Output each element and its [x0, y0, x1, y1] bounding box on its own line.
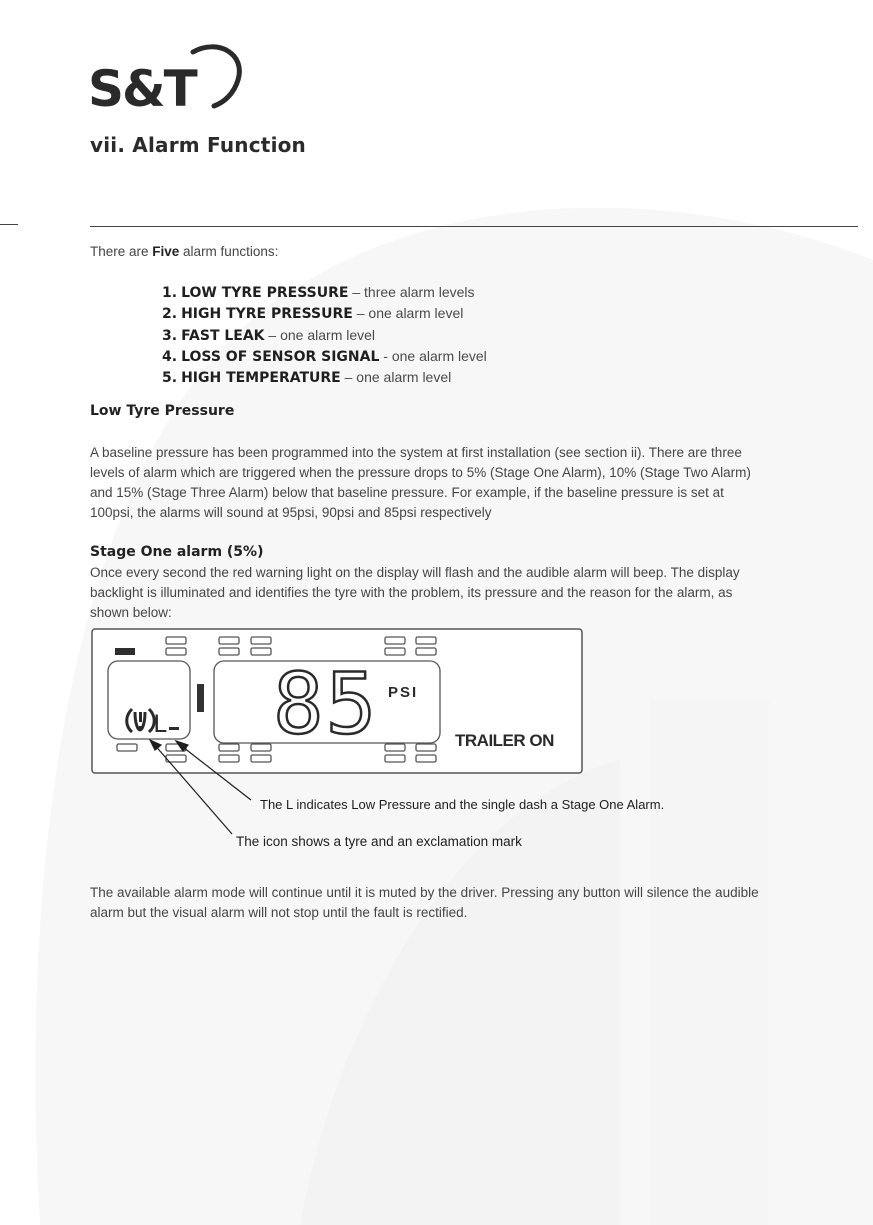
section-title: vii. Alarm Function	[90, 133, 306, 157]
stage-one-paragraph: Once every second the red warning light on the display will flash and the audible alarm will beep. The display backlight is illuminated and identifies the tyre with the problem, its pressure and the reason for the alarm, as shown below:	[90, 565, 740, 620]
pressure-value: 85	[273, 655, 379, 753]
intro-text: There are Five alarm functions:	[90, 244, 279, 259]
list-item: 3. FAST LEAK – one alarm level	[162, 326, 376, 344]
closing-paragraph: The available alarm mode will continue until it is muted by the driver. Pressing any button will silence the audible alarm but the visual alarm will not stop until the fault is rectified.	[90, 885, 759, 920]
trailer-label: TRAILER ON	[455, 731, 554, 750]
low-tyre-pressure-paragraph: A baseline pressure has been programmed into the system at first installation (see section ii). There are three levels of alarm which are triggered when the pressure drops to 5% (Stage One Alarm), 10% (Stage Two Alarm) and 15% (Stage Three Alarm) below that baseline pressure. For example, if the baseline pressure is set at 100psi, the alarms will sound at 95psi, 90psi and 85psi respectively	[90, 445, 751, 520]
status-code: L	[153, 710, 168, 738]
list-item: 1. LOW TYRE PRESSURE – three alarm levels	[162, 284, 475, 301]
low-tyre-pressure-heading: Low Tyre Pressure	[90, 403, 235, 419]
list-item: 4. LOSS OF SENSOR SIGNAL - one alarm level	[162, 347, 487, 365]
low-pressure-callout: The L indicates Low Pressure and the single dash a Stage One Alarm.	[260, 797, 665, 812]
pressure-unit: PSI	[388, 684, 419, 701]
icon-callout: The icon shows a tyre and an exclamation mark	[236, 834, 522, 849]
stage-one-heading: Stage One alarm (5%)	[90, 544, 264, 560]
logo-text: S&T	[88, 60, 196, 112]
list-item: 5. HIGH TEMPERATURE – one alarm level	[162, 369, 452, 387]
list-item: 2. HIGH TYRE PRESSURE – one alarm level	[162, 305, 464, 323]
